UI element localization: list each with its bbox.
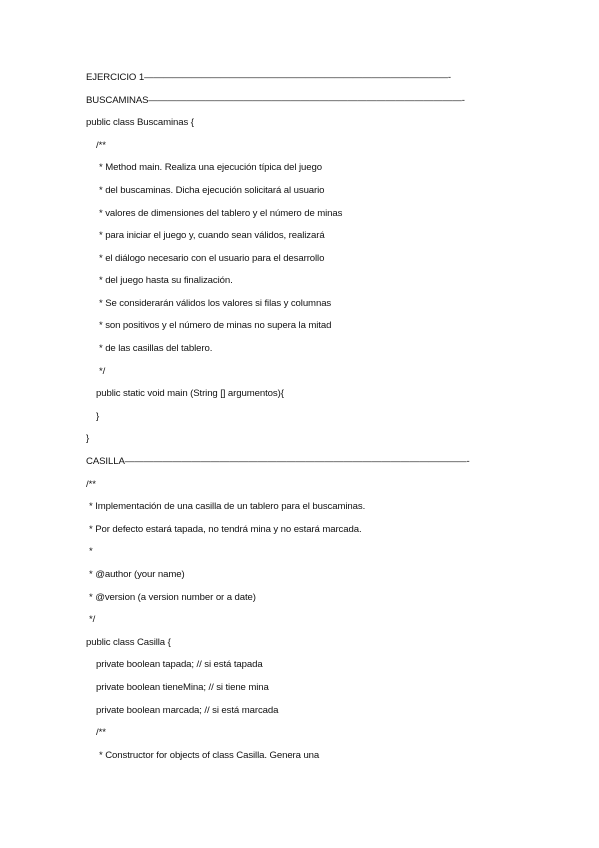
- heading-buscaminas: BUSCAMINAS—————————————————————————————————-: [86, 95, 465, 106]
- code-line: * Constructor for objects of class Casilla. Genera una: [99, 750, 320, 761]
- heading-casilla: CASILLA————————————————————————————————————-: [86, 456, 470, 467]
- code-line: */: [99, 366, 106, 377]
- code-line: * @author (your name): [89, 569, 185, 580]
- code-line: /**: [86, 479, 96, 490]
- code-line: * del juego hasta su finalización.: [99, 275, 233, 286]
- code-line: /**: [96, 727, 106, 738]
- heading-ejercicio: EJERCICIO 1————————————————————————————————-: [86, 72, 451, 83]
- code-line: * Se considerarán válidos los valores si filas y columnas: [99, 298, 332, 309]
- code-line: * @version (a version number or a date): [89, 592, 256, 603]
- code-line: */: [89, 614, 96, 625]
- code-line: private boolean tieneMina; // si tiene mina: [96, 682, 269, 693]
- code-line: }: [86, 433, 90, 444]
- code-line: * para iniciar el juego y, cuando sean válidos, realizará: [99, 230, 325, 241]
- code-line: }: [96, 411, 100, 422]
- code-line: * valores de dimensiones del tablero y el número de minas: [99, 208, 343, 219]
- code-line: private boolean tapada; // si está tapada: [96, 659, 263, 670]
- code-line: * Por defecto estará tapada, no tendrá mina y no estará marcada.: [89, 524, 362, 535]
- code-line: * de las casillas del tablero.: [99, 343, 213, 354]
- code-line: * el diálogo necesario con el usuario para el desarrollo: [99, 253, 325, 264]
- code-line: *: [89, 546, 93, 557]
- code-line: * Method main. Realiza una ejecución típica del juego: [99, 162, 322, 173]
- code-line: /**: [96, 140, 106, 151]
- code-line: * del buscaminas. Dicha ejecución solicitará al usuario: [99, 185, 325, 196]
- code-line: public class Casilla {: [86, 637, 171, 648]
- code-line: public static void main (String [] argumentos){: [96, 388, 284, 399]
- code-line: * Implementación de una casilla de un tablero para el buscaminas.: [89, 501, 366, 512]
- code-line: public class Buscaminas {: [86, 117, 194, 128]
- code-line: * son positivos y el número de minas no supera la mitad: [99, 320, 332, 331]
- code-line: private boolean marcada; // si está marcada: [96, 705, 279, 716]
